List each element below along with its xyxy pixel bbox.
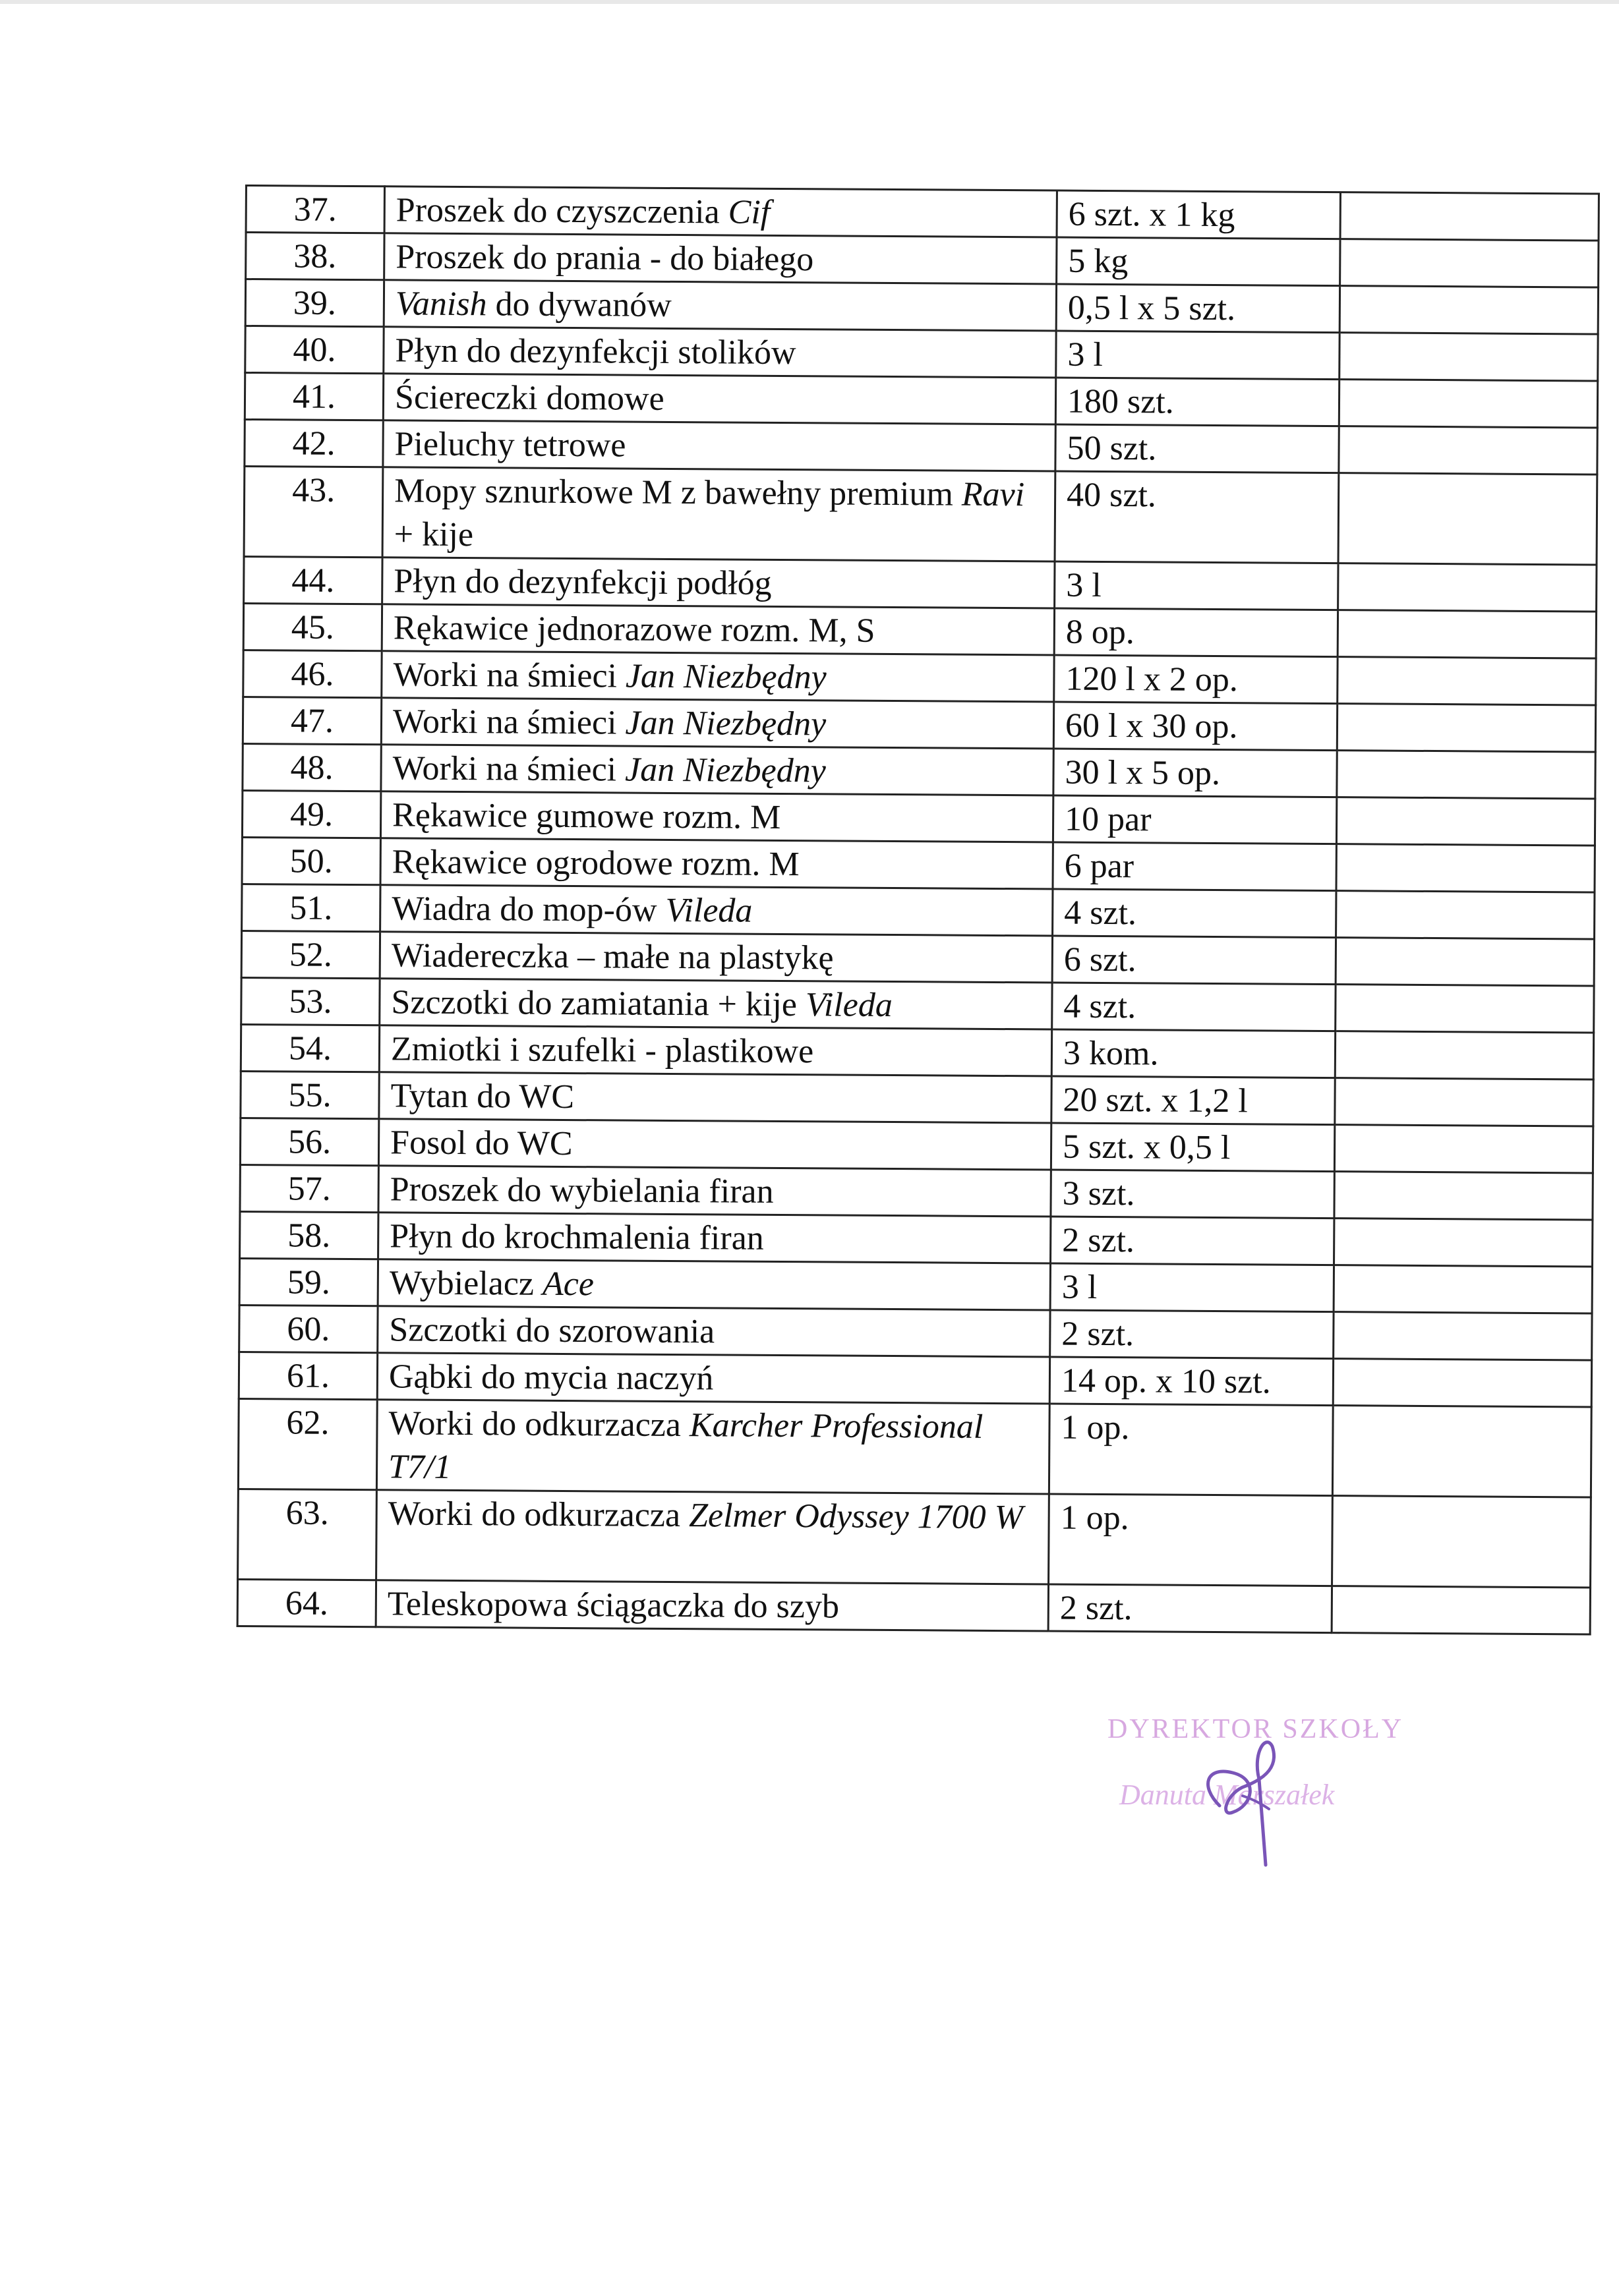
item-name-text: Płyn do krochmalenia firan	[390, 1217, 764, 1257]
item-quantity: 2 szt.	[1050, 1310, 1334, 1359]
item-name	[380, 838, 1053, 889]
row-number: 61.	[239, 1352, 377, 1399]
stamp-title: DYREKTOR SZKOŁY	[1107, 1714, 1404, 1744]
item-name	[384, 233, 1057, 284]
items-table-body	[237, 186, 1599, 1634]
item-name	[377, 1353, 1049, 1404]
item-name-text: Proszek do czyszczenia	[396, 191, 728, 231]
item-name-brand: Jan Niezbędny	[625, 657, 827, 697]
empty-cell	[1336, 938, 1594, 986]
table-row	[244, 467, 1597, 565]
item-name-text: Proszek do prania - do białego	[396, 238, 814, 279]
item-quantity: 1 op.	[1049, 1494, 1333, 1586]
table-row	[241, 1071, 1593, 1126]
empty-cell	[1332, 1406, 1591, 1497]
item-quantity: 6 par	[1053, 842, 1336, 891]
item-name	[379, 1072, 1051, 1123]
row-number: 62.	[238, 1398, 377, 1489]
table-row	[245, 420, 1597, 475]
item-name-text: Mopy sznurkowe M z bawełny premium	[394, 472, 962, 513]
item-name-text: Wiadra do mop-ów	[392, 890, 666, 929]
item-quantity: 3 l	[1055, 561, 1338, 610]
row-number: 38.	[246, 233, 384, 280]
row-number: 51.	[242, 884, 380, 931]
item-name-text: Płyn do dezynfekcji podłóg	[394, 562, 772, 602]
item-name	[381, 745, 1053, 795]
table-row	[241, 1024, 1593, 1079]
table-row	[243, 743, 1595, 799]
empty-cell	[1340, 239, 1599, 287]
row-number: 37.	[246, 186, 384, 233]
item-name-text: Gąbki do mycia naczyń	[388, 1358, 714, 1398]
row-number: 59.	[239, 1258, 378, 1306]
scan-edge	[0, 0, 1619, 4]
item-quantity: 20 szt. x 1,2 l	[1051, 1076, 1335, 1125]
item-name-text: Wiadereczka – małe na plastykę	[391, 936, 834, 977]
item-quantity: 3 szt.	[1051, 1170, 1334, 1219]
item-name	[378, 1306, 1050, 1357]
row-number: 56.	[240, 1118, 378, 1165]
empty-cell	[1339, 333, 1598, 381]
item-quantity: 60 l x 30 op.	[1053, 702, 1337, 751]
table-row	[246, 186, 1599, 241]
table-row	[242, 790, 1595, 846]
empty-cell	[1336, 891, 1595, 939]
table-row	[238, 1398, 1591, 1497]
item-name-text: Fosol do WC	[390, 1124, 573, 1163]
row-number: 55.	[241, 1071, 379, 1118]
empty-cell	[1340, 192, 1599, 241]
item-name-brand: Karcher Professional T7/1	[388, 1406, 984, 1486]
table-row	[239, 1352, 1591, 1407]
item-name-brand: Jan Niezbędny	[624, 751, 826, 790]
item-quantity: 4 szt.	[1052, 983, 1336, 1031]
item-name-text: Rękawice jednorazowe rozm. M, S	[393, 609, 875, 650]
item-name-text: Szczotki do szorowania	[389, 1311, 715, 1351]
item-quantity: 3 kom.	[1051, 1029, 1335, 1078]
row-number: 54.	[241, 1024, 379, 1072]
item-name	[382, 467, 1055, 561]
item-quantity: 2 szt.	[1051, 1217, 1334, 1265]
item-name-text: do dywanów	[486, 285, 672, 324]
table-row	[240, 1118, 1593, 1173]
row-number: 63.	[238, 1489, 377, 1580]
row-number: 49.	[242, 790, 380, 838]
row-number: 39.	[245, 279, 384, 327]
empty-cell	[1332, 1496, 1591, 1588]
table-row	[240, 1211, 1593, 1267]
table-row	[243, 650, 1596, 705]
row-number: 64.	[237, 1579, 376, 1626]
item-quantity: 120 l x 2 op.	[1054, 655, 1338, 704]
item-name-text: Płyn do dezynfekcji stolików	[395, 331, 796, 372]
item-name	[378, 1119, 1051, 1170]
empty-cell	[1337, 704, 1595, 752]
empty-cell	[1338, 657, 1596, 705]
item-name-brand: Cif	[728, 193, 771, 231]
item-quantity: 10 par	[1053, 795, 1336, 844]
item-name-text: Rękawice gumowe rozm. M	[392, 796, 781, 836]
item-name-text: Szczotki do zamiatania + kije	[391, 983, 806, 1024]
empty-cell	[1334, 1172, 1593, 1220]
item-name	[382, 558, 1055, 608]
item-name-brand: Vileda	[665, 891, 753, 930]
item-name-text: Rękawice ogrodowe rozm. M	[392, 843, 800, 884]
empty-cell	[1334, 1265, 1592, 1313]
empty-cell	[1336, 797, 1595, 846]
table-row	[244, 556, 1597, 612]
item-quantity: 0,5 l x 5 szt.	[1056, 284, 1339, 333]
item-name-brand: Ravi	[961, 475, 1025, 514]
item-name	[376, 1580, 1048, 1631]
row-number: 53.	[241, 977, 380, 1025]
empty-cell	[1336, 844, 1595, 892]
item-name	[382, 604, 1054, 655]
table-row	[245, 279, 1598, 335]
item-name	[380, 932, 1052, 983]
table-row	[241, 977, 1594, 1033]
empty-cell	[1332, 1586, 1590, 1634]
item-quantity: 3 l	[1050, 1263, 1334, 1312]
item-quantity: 6 szt.	[1052, 936, 1336, 985]
item-name-brand: Vileda	[805, 986, 893, 1025]
item-quantity: 3 l	[1056, 331, 1339, 380]
row-number: 48.	[243, 743, 381, 791]
item-name	[384, 187, 1057, 237]
item-name	[384, 327, 1056, 378]
row-number: 45.	[243, 603, 382, 650]
empty-cell	[1337, 751, 1595, 799]
table-row	[246, 233, 1599, 288]
empty-cell	[1334, 1219, 1593, 1267]
item-name-text: Proszek do wybielania firan	[390, 1170, 774, 1211]
item-name	[382, 651, 1054, 702]
item-name-text: Tytan do WC	[390, 1077, 575, 1116]
item-name	[380, 791, 1053, 842]
empty-cell	[1338, 610, 1596, 658]
item-name-text: Zmiotki i szufelki - plastikowe	[390, 1030, 814, 1071]
row-number: 43.	[244, 467, 383, 558]
row-number: 57.	[240, 1164, 378, 1212]
empty-cell	[1338, 563, 1597, 612]
item-name-brand: Ace	[542, 1265, 595, 1304]
table-row	[237, 1579, 1590, 1634]
stamp-name: Danuta Marszałek	[1119, 1779, 1335, 1811]
item-quantity: 14 op. x 10 szt.	[1049, 1357, 1333, 1406]
empty-cell	[1339, 286, 1598, 334]
item-name	[383, 420, 1055, 471]
row-number: 42.	[245, 420, 383, 467]
item-name	[383, 374, 1055, 424]
empty-cell	[1334, 1312, 1592, 1360]
item-name-brand: Jan Niezbędny	[625, 704, 827, 743]
table-row	[242, 884, 1595, 939]
row-number: 52.	[241, 931, 380, 978]
handwritten-signature	[1180, 1727, 1338, 1872]
table-row	[245, 373, 1597, 428]
empty-cell	[1339, 426, 1597, 474]
empty-cell	[1335, 1078, 1593, 1126]
item-name-text: Pieluchy tetrowe	[394, 425, 626, 465]
item-name	[380, 979, 1052, 1029]
empty-cell	[1335, 1031, 1593, 1079]
item-name-text: Worki na śmieci	[392, 703, 626, 742]
table-row	[241, 931, 1594, 986]
row-number: 46.	[243, 650, 382, 697]
director-stamp	[1081, 1700, 1411, 1898]
table-row	[238, 1489, 1591, 1588]
empty-cell	[1338, 473, 1597, 565]
row-number: 47.	[243, 697, 381, 744]
empty-cell	[1339, 380, 1597, 428]
item-quantity: 6 szt. x 1 kg	[1057, 190, 1340, 239]
item-quantity: 40 szt.	[1055, 471, 1339, 563]
item-quantity: 4 szt.	[1053, 889, 1336, 938]
item-name-text: + kije	[394, 515, 474, 554]
item-name-text: Worki do odkurzacza	[388, 1495, 690, 1535]
item-name-text: Ściereczki domowe	[394, 378, 664, 418]
row-number: 41.	[245, 373, 383, 420]
item-name-text: Teleskopowa ściągaczka do szyb	[387, 1585, 840, 1626]
item-name	[380, 885, 1053, 936]
item-name-brand: Zelmer Odyssey 1700 W	[688, 1497, 1024, 1537]
item-name	[381, 698, 1053, 749]
item-quantity: 30 l x 5 op.	[1053, 749, 1337, 797]
row-number: 40.	[245, 326, 384, 374]
item-quantity: 1 op.	[1049, 1404, 1333, 1496]
row-number: 44.	[244, 556, 382, 604]
table-row	[242, 837, 1595, 892]
item-name	[376, 1400, 1049, 1494]
empty-cell	[1336, 985, 1594, 1033]
item-name	[378, 1213, 1051, 1263]
item-quantity: 5 kg	[1057, 237, 1340, 286]
table-row	[243, 603, 1596, 658]
empty-cell	[1334, 1125, 1593, 1173]
item-name	[384, 280, 1056, 331]
item-name-brand: Vanish	[395, 285, 487, 324]
row-number: 60.	[239, 1305, 378, 1352]
items-table	[237, 185, 1600, 1636]
item-quantity: 50 szt.	[1055, 424, 1339, 473]
item-name	[378, 1166, 1051, 1217]
item-name	[376, 1490, 1049, 1584]
item-name-text: Worki do odkurzacza	[388, 1404, 690, 1445]
item-quantity: 2 szt.	[1048, 1584, 1332, 1633]
table-row	[243, 697, 1595, 752]
row-number: 50.	[242, 837, 380, 884]
table-row	[239, 1305, 1592, 1360]
table-row	[245, 326, 1598, 382]
row-number: 58.	[240, 1211, 378, 1259]
item-quantity: 8 op.	[1054, 608, 1338, 657]
item-name-text: Wybielacz	[389, 1264, 543, 1303]
item-name	[379, 1025, 1051, 1076]
table-row	[240, 1164, 1593, 1220]
item-quantity: 180 szt.	[1055, 378, 1339, 426]
item-quantity: 5 szt. x 0,5 l	[1051, 1123, 1334, 1172]
table-row	[239, 1258, 1592, 1313]
item-name-text: Worki na śmieci	[392, 749, 626, 789]
empty-cell	[1333, 1359, 1591, 1407]
item-name	[378, 1259, 1050, 1310]
item-name-text: Worki na śmieci	[393, 656, 626, 695]
